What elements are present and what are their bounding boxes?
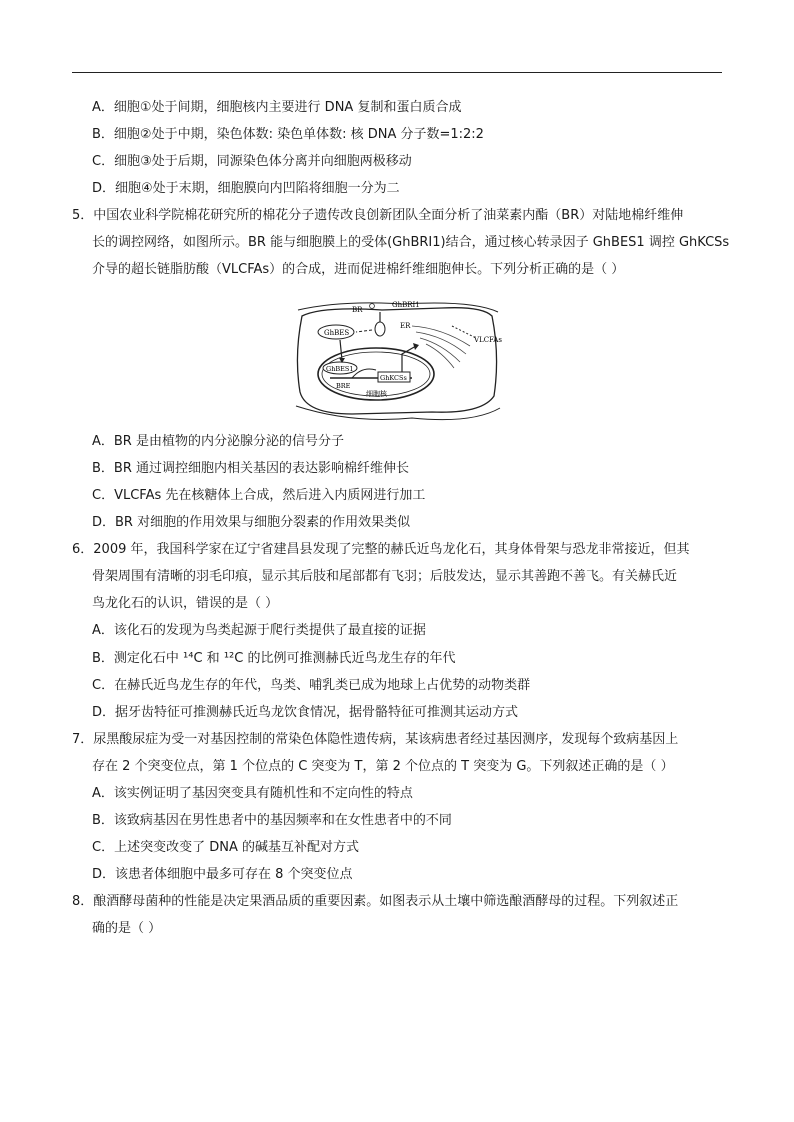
q6-option-d: D．据牙齿特征可推测赫氏近鸟龙饮食情况，据骨骼特征可推测其运动方式 [92, 705, 519, 720]
q8-stem-line-1: 8．酿酒酵母菌种的性能是决定果酒品质的重要因素。如图表示从土壤中筛选酿酒酵母的过程。下列叙述正 [72, 894, 679, 909]
nucleus-label: 细胞核 [366, 390, 387, 398]
br-label: BR [352, 306, 363, 314]
q6-stem-line-1: 6．2009 年，我国科学家在辽宁省建昌县发现了完整的赫氏近鸟龙化石，其身体骨架与恐龙非常接近，但其 [72, 542, 690, 557]
er-label: ER [400, 322, 411, 330]
q6-option-a: A．该化石的发现为鸟类起源于爬行类提供了最直接的证据 [92, 623, 426, 638]
q6-stem-line-3: 鸟龙化石的认识，错误的是（ ） [92, 596, 279, 611]
q5-option-a: A．BR 是由植物的内分泌腺分泌的信号分子 [92, 434, 344, 449]
q4-option-c: C．细胞③处于后期，同源染色体分离并向细胞两极移动 [92, 154, 412, 169]
q6-stem-line-2: 骨架周围有清晰的羽毛印痕，显示其后肢和尾部都有飞羽；后肢发达，显示其善跑不善飞。有关赫氏近 [92, 569, 678, 584]
br-signaling-diagram [292, 296, 504, 422]
q5-option-d: D．BR 对细胞的作用效果与细胞分裂素的作用效果类似 [92, 515, 411, 530]
q4-option-d: D．细胞④处于末期，细胞膜向内凹陷将细胞一分为二 [92, 181, 400, 196]
q5-stem-line-1: 5．中国农业科学院棉花研究所的棉花分子遗传改良创新团队全面分析了油菜素内酯（BR）对陆地棉纤维伸 [72, 208, 684, 223]
ghbri1-label: GhBRI1 [392, 301, 420, 309]
ghbes1-nucleus-label: GhBES1 [326, 365, 354, 373]
q7-option-a: A．该实例证明了基因突变具有随机性和不定向性的特点 [92, 786, 413, 801]
q7-option-d: D．该患者体细胞中最多可存在 8 个突变位点 [92, 867, 353, 882]
q5-stem-line-2: 长的调控网络，如图所示。BR 能与细胞膜上的受体(GhBRI1)结合，通过核心转录因子 GhBES1 调控 GhKCSs [92, 235, 730, 250]
q8-stem-line-2: 确的是（ ） [92, 921, 162, 936]
ghbes-cyto-label: GhBES [324, 329, 350, 337]
ghkcss-label: GhKCSs [380, 374, 407, 382]
q5-stem-line-3: 介导的超长链脂肪酸（VLCFAs）的合成，进而促进棉纤维细胞伸长。下列分析正确的是（ ） [92, 262, 625, 277]
q6-option-b: B．测定化石中 ¹⁴C 和 ¹²C 的比例可推测赫氏近鸟龙生存的年代 [92, 651, 456, 666]
q7-option-c: C．上述突变改变了 DNA 的碱基互补配对方式 [92, 840, 359, 855]
header-rule [72, 72, 722, 73]
q7-option-b: B．该致病基因在男性患者中的基因频率和在女性患者中的不同 [92, 813, 452, 828]
vlcfas-label: VLCFAs [474, 336, 502, 344]
q5-option-b: B．BR 通过调控细胞内相关基因的表达影响棉纤维伸长 [92, 461, 410, 476]
q4-option-b: B．细胞②处于中期，染色体数: 染色单体数: 核 DNA 分子数=1:2:2 [92, 127, 484, 142]
q7-stem-line-2: 存在 2 个突变位点，第 1 个位点的 C 突变为 T，第 2 个位点的 T 突变为 G。下列叙述正确的是（ ） [92, 759, 674, 774]
q4-option-a: A．细胞①处于间期，细胞核内主要进行 DNA 复制和蛋白质合成 [92, 100, 462, 115]
q6-option-c: C．在赫氏近鸟龙生存的年代，鸟类、哺乳类已成为地球上占优势的动物类群 [92, 678, 531, 693]
bre-label: BRE [336, 382, 351, 390]
q5-option-c: C．VLCFAs 先在核糖体上合成，然后进入内质网进行加工 [92, 488, 426, 503]
q7-stem-line-1: 7．尿黑酸尿症为受一对基因控制的常染色体隐性遗传病，某该病患者经过基因测序，发现每个致病基因上 [72, 732, 679, 747]
